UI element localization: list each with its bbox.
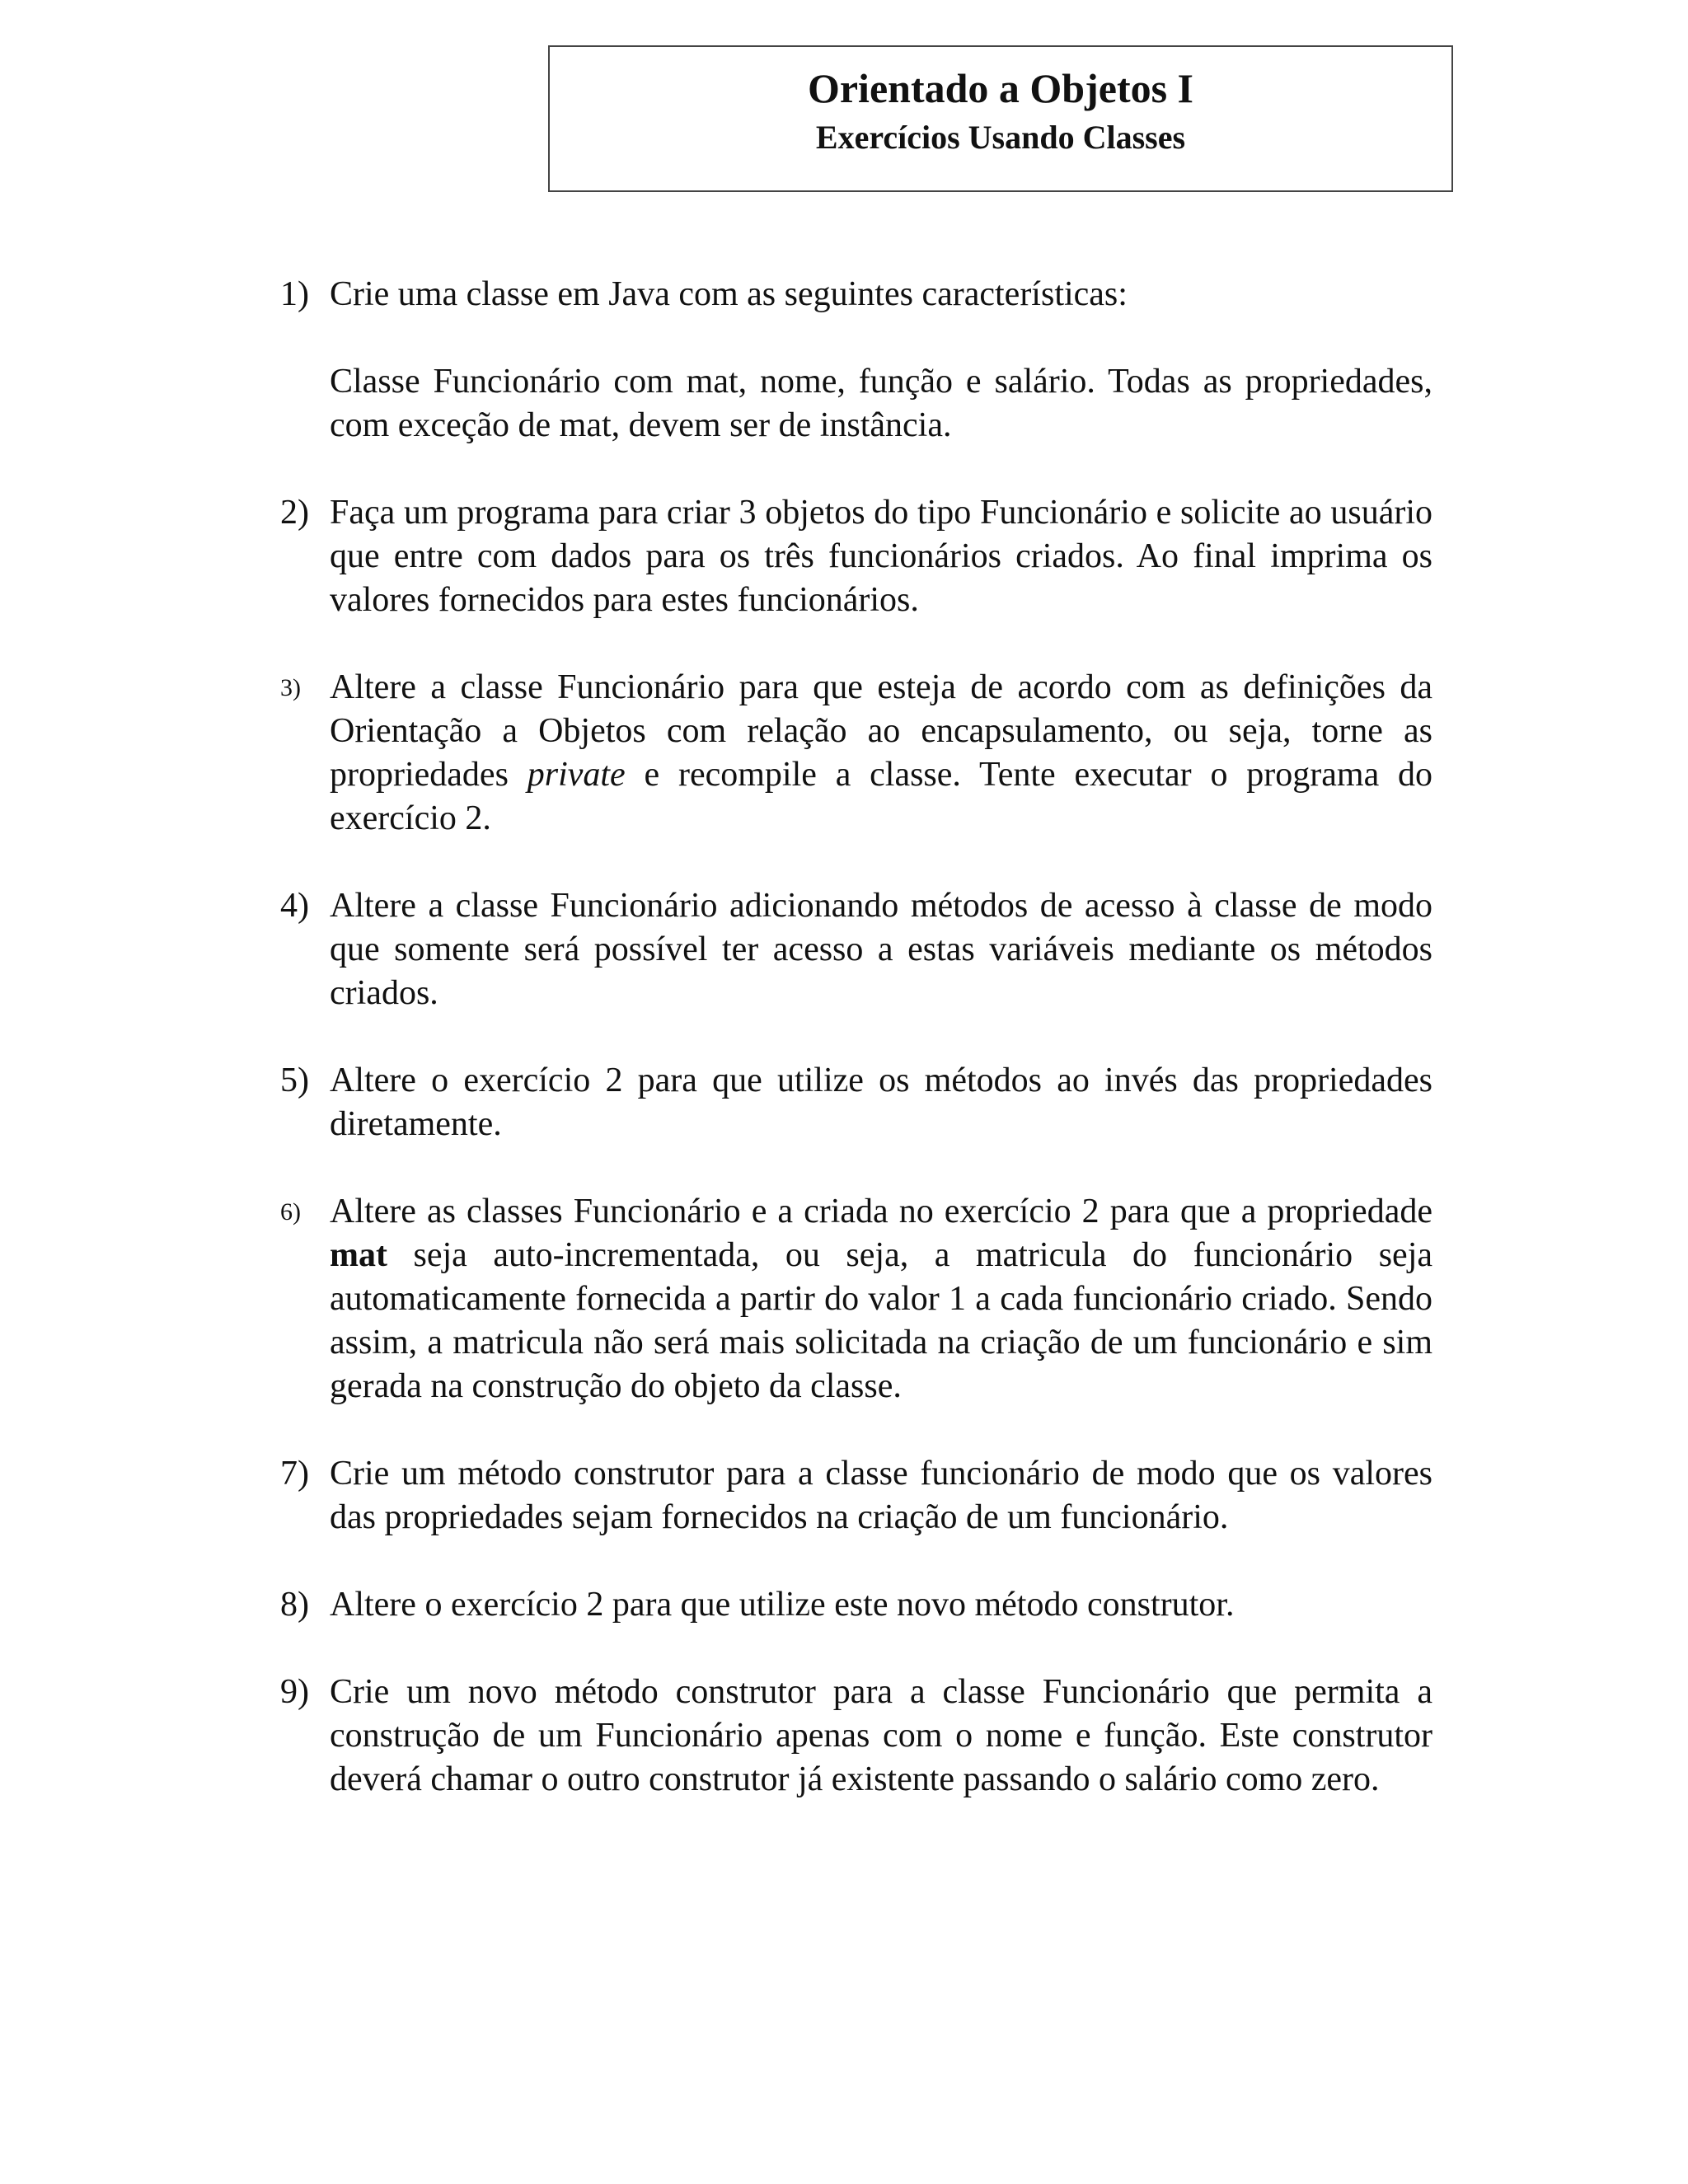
exercise-number: 2) — [280, 494, 309, 532]
exercise-9 — [280, 1671, 1432, 1802]
exercise-6 — [280, 1190, 1432, 1408]
exercise-text: Crie um método construtor para a classe funcionário de modo que os valores das propriedades sejam fornecidos na criação de um funcionário. — [330, 1455, 1432, 1536]
exercise-text: Crie uma classe em Java com as seguintes características: — [330, 275, 1128, 313]
exercise-text: Altere o exercício 2 para que utilize os métodos ao invés das propriedades diretamente. — [330, 1062, 1432, 1143]
exercise-7 — [280, 1452, 1432, 1540]
exercise-number: 3) — [280, 674, 301, 701]
exercise-number: 9) — [280, 1673, 309, 1711]
exercise-number: 7) — [280, 1455, 309, 1493]
exercise-3 — [280, 666, 1432, 841]
title-box — [548, 45, 1453, 192]
exercise-text: Altere a classe Funcionário adicionando métodos de acesso à classe de modo que somente será possível ter acesso a estas variáveis mediante os métodos criados. — [330, 887, 1432, 1012]
exercise-text-part: Altere a classe Funcionário para que esteja de acordo com as definições da Orientação a Objetos com relação ao encapsulamento, ou seja, torne as propriedades — [330, 668, 1432, 794]
exercise-number: 5) — [280, 1062, 309, 1099]
exercise-number: 8) — [280, 1586, 309, 1624]
exercise-text-part: Altere as classes Funcionário e a criada no exercício 2 para que a propriedade — [330, 1193, 1432, 1230]
exercise-text: Crie um novo método construtor para a classe Funcionário que permita a construção de um Funcionário apenas com o nome e função. Este construtor deverá chamar o outro construtor já existente passando o salário como zero. — [330, 1673, 1432, 1798]
exercise-1 — [280, 273, 1432, 448]
keyword-mat: mat — [330, 1236, 387, 1274]
exercise-text-part: e recompile a classe. Tente executar o programa do exercício 2. — [330, 756, 1433, 837]
exercise-text: Faça um programa para criar 3 objetos do tipo Funcionário e solicite ao usuário que entre com dados para os três funcionários criados. Ao final imprima os valores fornecidos para estes funcionários. — [330, 494, 1432, 619]
exercise-4 — [280, 884, 1432, 1015]
document-title: Orientado a Objetos I — [807, 65, 1194, 111]
exercise-number: 1) — [280, 275, 309, 313]
keyword-private: private — [527, 756, 626, 794]
exercise-detail: Classe Funcionário com mat, nome, função e salário. Todas as propriedades, com exceção de mat, devem ser de instância. — [330, 363, 1432, 444]
document-subtitle: Exercícios Usando Classes — [815, 119, 1186, 156]
exercise-text — [330, 666, 1432, 841]
exercise-number: 4) — [280, 887, 309, 925]
exercise-list — [280, 273, 1432, 1845]
exercise-text — [330, 1190, 1432, 1408]
exercise-number: 6) — [280, 1198, 301, 1226]
exercise-5 — [280, 1059, 1432, 1146]
exercise-2 — [280, 491, 1432, 622]
exercise-text: Altere o exercício 2 para que utilize este novo método construtor. — [330, 1586, 1235, 1624]
exercise-text-part: seja auto-incrementada, ou seja, a matricula do funcionário seja automaticamente fornecida a partir do valor 1 a cada funcionário criado. Sendo assim, a matricula não será mais solicitada na criação de um funcionário e sim gerada na construção do objeto da classe. — [330, 1236, 1433, 1405]
exercise-8 — [280, 1583, 1432, 1627]
